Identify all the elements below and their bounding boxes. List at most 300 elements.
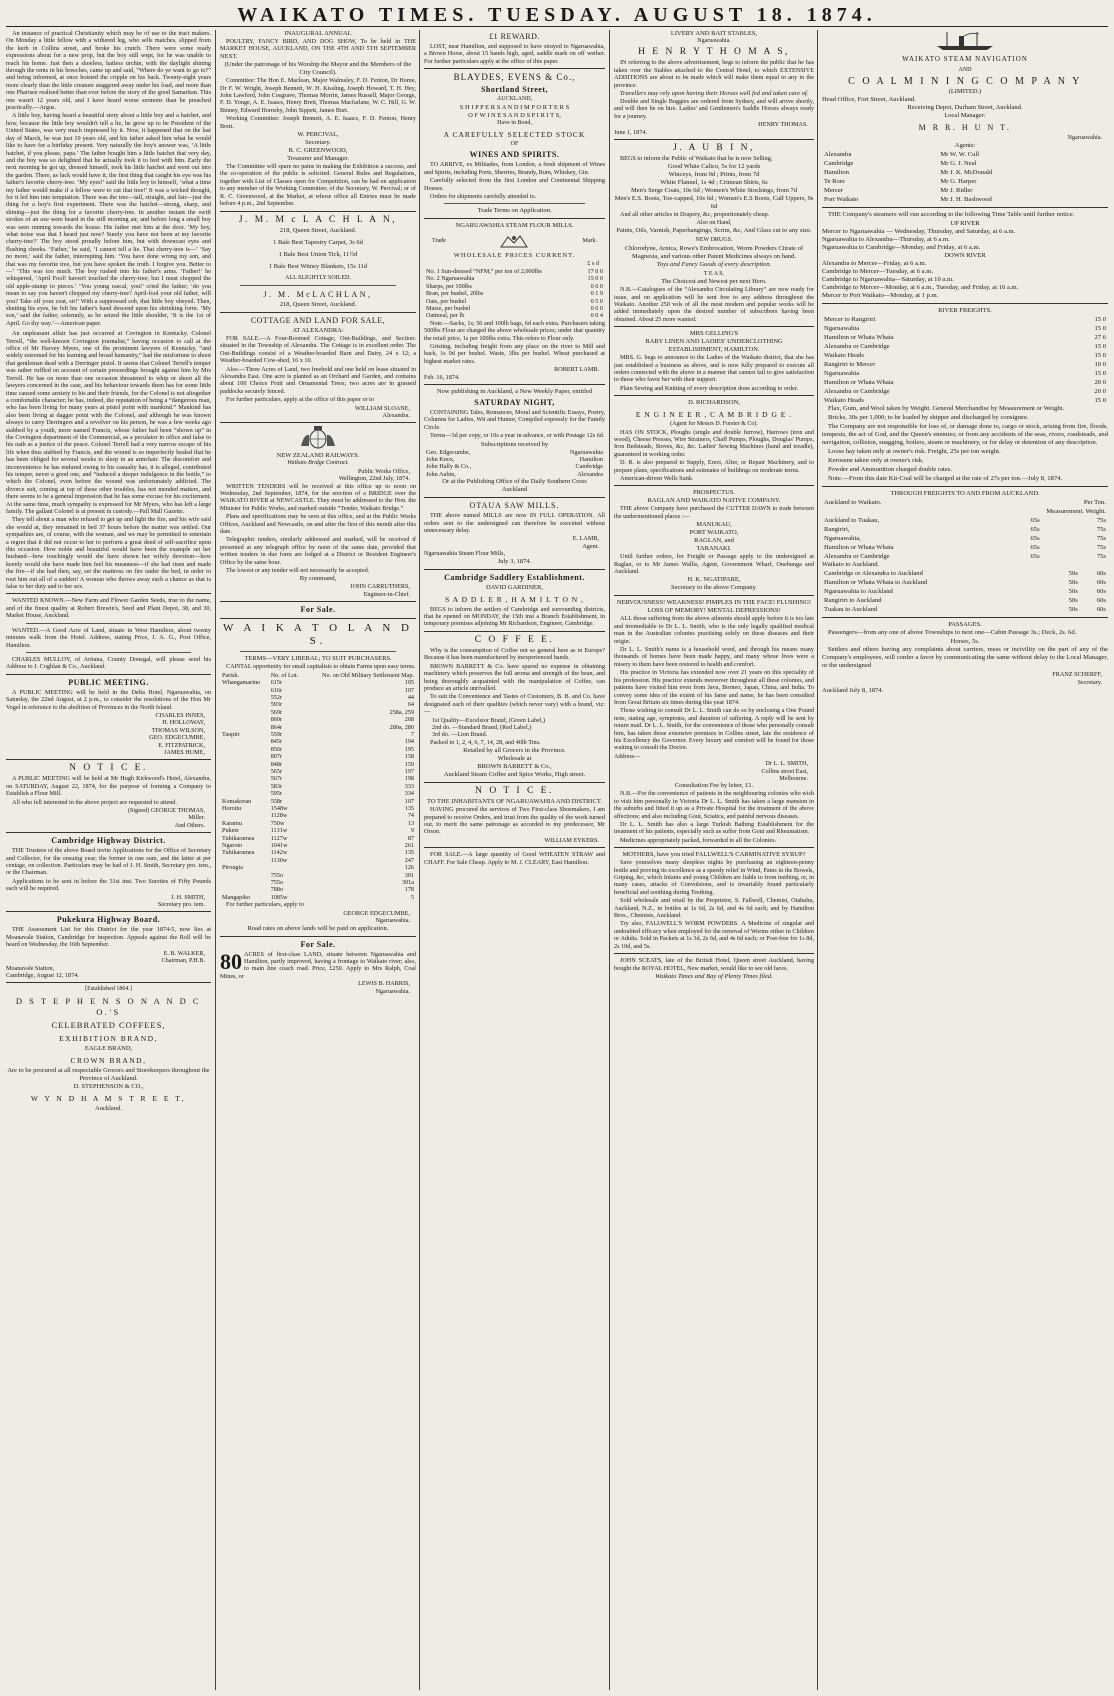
table-cell: Mercer to Rangiriri [824,316,876,323]
divider [424,497,605,498]
divider [614,485,814,486]
table-cell: 552r [270,693,283,701]
table-cell: 20 0 [1094,388,1106,395]
table-cell: Auckland to Tuakau, [824,517,880,524]
stephenson-coffees: [Established 1864.] D S T E P H E N S O N A N D C O.'S CELEBRATED COFFEES, EXHIBITION BRAND, EAGLE BRAND, CROWN BRAND, Are to be procured at all respectable Grocers and Storekeepers throughout the Province of Auckland. D. STEPHENSON & CO., W Y N D H A M S T R E E T, Auckland. [7,986,210,1112]
table-cell: 565r [270,767,283,775]
public-meeting-delta: PUBLIC MEETING. A PUBLIC MEETING will be held in the Delta Hotel, Ngaruawahia, on Saturday, the 22nd August, at 2 p.m., to consider the resolutions of the Hon Mr Vogel in reference to the abolition of Provinces in the North Island. CHARLES INNES, H. HOLLOWAY, THOMAS WILSON, GEO. EDGECUMBE, E. FITZPATRICK, JAMES HUME, [6,677,211,756]
table-row [424,275,605,282]
column-rule [609,30,610,1690]
divider [614,326,814,327]
freights-table [822,315,1108,405]
table-cell: 615r [270,679,283,687]
table-row [822,387,1108,396]
table-row [220,724,416,731]
table-cell: 807r [270,753,283,761]
table-cell: 198 [404,775,414,783]
table-cell: Oats, per bushel [426,297,467,305]
table-cell: 65s [1030,517,1040,524]
table-row [822,177,1108,186]
table-row [220,879,416,886]
table-cell: 44 [407,693,414,701]
aubin-ad: J. A U B I N, BEGS to inform the Public of Waikato that he is now Selling, Good White Calico, 5s for 12 yards Winceys, from 9d ; Prints, from 7d White Flannel, 1s 4d ; Crimean Shirts, 6s Men's Serge Coats, 10s 6d ; Women's White Stockings, from 7d Men's E.S. Boots, Toe-capped, 10s 6d ; Women's E.S Boots, Calf Uppers, 9s 6d And all other articles in Drapery, &c, proportionately cheap. Also on Hand, Paints, Oils, Varnish, Paperhangings, Scrim, &c, And Glass cut to any size. NEW DRUGS. Chlorodyne, Arnica, Rowe's Embrocation, Worm Powders Citrate of Magnesia, and various other Patent Medicines always on hand. Toys and Fancy Goods of every description. T E A S. The Choicest and Newest per next Hero. N.B.—Catalogues of the “Alexandra Circulating Library” are now ready for issue, and on application will be sent free to any address throughout the Waikato. Another 250 vols of all the most modern and popular works will be added immediately upon the desired number of subscribers having been obtained. About 25 more wanted. [614,143,814,323]
divider [6,674,211,675]
table-cell: 50s [1068,588,1078,595]
article-paragraph: A little boy, having heard a beautiful story about a little boy and a hatchet, and how, because the little boy wouldn't tell a lie, he grew up to be President of the United States, was very much impressed by it. Now, it happened that on the last day of March, he was just 10 years old, and his father asked him what he would like to have for a birthday present. Very naturally the boy's answer was, ‘A little hatchet, if you please, papa.’ The father bought him a little hatchet that very day, and the boy was so delighted that he actually took it to bed with him. Early the next morning he got up, dressed himself, took his little hatchet and went out into the garden. There, as luck would have it, the first thing that caught his eye was his father's favorite cherry-tree. ‘My eyes!’ said the little boy to himself, ‘what a time my father would make if a fellow were to cut that tree!’ It was a wicked thought, for it led him into temptation. There was the tree—tall, straight, and fair—just the thing for a boy's first experiment. There was the hatchet—strong, sharp, and shining—just the thing for a favorite cherry-tree. In another instant the swift strokes of an axe were heard in the still morning air, and before long a small boy was seen running towards the house. His father met him at the door. ‘My boy, what noise was that I heard just now? Surely you have not been at my favorite cherry-tree?’ The boy stood proudly before him, but with downcast eyes and flushing cheeks. ‘Father,’ he said, ‘I cannot tell a lie. That cherry-tree is—’ ‘Say no more,’ said the father, interrupting him. ‘You have done wrong my son, and that was my favorite tree, but you have spoken the truth. I forgive you. Better to—’ ‘This was too much. The boy rushed into his father's arms. ‘Father!’ he whispered, ‘April Fool! haven't touched the cherry-tree; but I must chopped the old apple-stump to pieces.’ ‘You young rascal, you!’ cried the father; ‘do you mean to say you haven't chopped my cherry-tree? April-fool your old father, will you? Take off your coat, sir!’ With a suppressed sob, that little boy obeyed. Then, shutting his eyes, he felt his father's hand descend upon his shrinking form. ‘My son,’ said the father, solemnly, as he seized the little shoulder, ‘It is the 1st of April. Go thy way.’—American paper. [6,112,211,327]
divider [424,569,605,570]
table-cell [220,790,269,797]
table-cell: 1085w [270,893,288,901]
cambridge-saddlery: Cambridge Saddlery Establishment. DAVID GARDINER, S A D D L E R , H A M I L T O N , BEGS to inform the settlers of Cambridge and surrounding districts, that he opened on MONDAY, the 15th inst a Branch Establishment, in temporary premises adjoining Mr Richardson, Engineer, Cambridge. [424,572,605,628]
table-cell [220,746,269,753]
table-row [220,775,416,782]
table-cell: 261 [404,842,414,850]
ad-seeds: WANTED KNOWN.—New Farm and Flower Garden Seeds, true to the name, and of the finest quality at Robert Brewin's, Seed and Plant Depot, 38, and 30, Market House, Auckland. [6,597,211,620]
section-heading: C O F F E E. [474,634,555,645]
table-cell: 60s [1096,597,1106,604]
table-row [822,569,1108,578]
table-cell: 1041w [270,842,288,850]
table-cell: 64 [407,701,414,709]
table-cell [220,886,269,893]
table-cell [220,761,269,768]
masthead-title: WAIKATO TIMES. TUESDAY. AUGUST 18. 1874. [237,4,877,26]
table-cell: 1130w [270,856,288,864]
nervousness-ad: NERVOUSNESS! WEAKNESS! PIMPLES IN THE FACE! FLUSHING! LOSS OF MEMORY! MENTAL DEPRESSIONS! ALL those suffering from the above ailments should apply before it is too late and irremediable to Dr L. L. Smith, who is the only legally qualified medical man in the Australian colonies practising solely on these diseases and their origin. Dr L. L. Smith's name is a household word, and through his means many thousands of homes have been made happy, and many whose lives were a misery to them have been restored to health and comfort. His practice in Victoria has extended now over 21 years on this speciality of his profession. His practice extends moreover throughout all these colonies, and patients have visited him even from Java, Borneo, Japan, China, and India. To convey some idea of the extent of his fame and name, he has been consulted from Great Britain six times during this year 1874. Those wishing to consult Dr L. L. Smith can do so by enclosing a One Pound note, stating age, symptoms, and duration of suffering. A reply will be sent by return mail. Dr L. L. Smith, for the convenience of those who personally consult him, has taken those extensive premises in Collins street, late the residence of his Excellency the Governor. Every luxury and comfort will be found for those waiting to consult the Doctor. Address— Dr L. L. SMITH, Collins street East, Melbourne. Consultation Fee by letter, £1. N.B.—For the convenience of patients in the neighbouring colonies who wish to visit him personally in Victoria Dr L. L. Smith has taken a large mansion in the suburbs and fitted it up as a Private Hospital for the treatment of the above affections; and also including Gout, Sciatica, and painful nervous diseases. Dr L. L. Smith has also a large Turkish Bathing Establishment for the treatment of his patients, especially such as suffer from Gout and Rheumatism. Medicines appropriately packed, forwarded to all the Colonies. [614,599,814,844]
table-cell: 195 [404,745,414,753]
article-paragraph: An unpleasant affair has just occurred at Covington in Kentucky. Colonel Terrell, “the well-known Covington journalist,” having occasion to call at the office of Mr Harvey Myers, one of the prominent lawyers of Kentucky, “and widely esteemed for his learning and broad humanity,” had the misfortune to shoot that gentleman dead with a Derringer pistol. It seems that Colonel Terrell's temper was rather ruffled on account of certain proceedings brought against him by Mrs Terrell. He has on more than one occasion threatened to whip or shoot all the lawyers concerned in the case, and his behaviour towards them has for some little time caused some anxiety to his and their friends, for the Colonel is not altogether a comfortable character; he has, indeed, the reputation of being a “dangerous man, who has been living for many years at pistol point with mankind.” Mankind has also been living at dagger point with the Colonel, and although he was known always to carry Derringers and a revolver on his person, he was a few weeks ago stabbed by a youth, more named Francis, whose father had been “shown up” in the Covington department of the Commercial, as a peculator in office and false to his oath as a justice of the peace. Colonel Terrell had a very narrow escape of his life when thus stabbed by Francis, and the wound is so imperfectly healed that he has been obliged for several weeks to sleep in an armchair. The discomfort and inconvenience he has endured owing to his casualty has, it is alleged, contributed his temper, never a good one, and “induced a deeper indulgence in the bottle,” to which the Colonel, even before the wound was unfortunately addicted. The divorce suit, coming at top of these other troubles, has not mended matters, and there seems to be a general impression that he has some excuse for his excitement. At the same time, much sympathy is expressed for Mr Myers, who has left a large family. The gallant Colonel is at present in custody.—Pall Mall Gazette. [6,330,211,515]
table-cell: Alexandra or Cambridge [824,343,890,350]
table-cell: Cambridge [575,463,603,471]
table-cell: Mangapiko [222,893,251,901]
ad-mulloy: CHARLES MULLOY, of Aritana, County Donegal, will please send his Address to J. Coghlan & Co., Auckland. [6,655,211,671]
table-cell: John Aubin, [426,470,456,478]
prospectus: PROSPECTUS. RAGLAN AND WAIKATO NATIVE COMPANY. THE above Company have purchased the CUTTER DAWN to trade between the undermentioned places :— MANUKAU, PORT WAIKATO, RAGLAN, and TARANAKI. Until further orders, for Freight or Passage apply to the undersigned at Raglan, or to Mr James Wallis, Agent, Government Wharf, Onehunga and Auckland. H. K. NGATIPARE, Secretary to the above Company. [614,489,814,592]
table-cell [220,738,269,745]
table-cell: 301 [404,871,414,879]
masthead [6,4,1108,27]
table-cell: Alexandra or Cambridge [824,553,890,560]
table-cell: Ngaruawahia [570,448,603,456]
table-cell: 258a, 259 [389,708,414,716]
table-cell: 15 0 [1094,397,1106,404]
divider [424,847,605,848]
table-row [220,701,416,708]
table-cell: No. 1 Sun-dressed “NFM,” per ton of 2,000lbs [426,267,542,275]
richardson-engineer: D. RICHARDSON, E N G I N E E R , C A M B R I D G E . (Agent for Messrs D. Forster & Co). HAS ON STOCK, Ploughs (single and double furrow), Harrows (iron and wood), Cheese Presses, Wire Strainers, Chaff Pumps, Ploughs, Douglas' Pumps, Iron Bedsteads, Stoves, &c, &c. Ladies' Sewing Machines (hand and treadle), guaranteed in working order. D. R. is also prepared to Supply, Erect, Alter, or Repair Machinery, and to prepare plans, specifications and estimates of buildings on moderate terms. American-driven Wells Sunk. [614,399,814,482]
table-cell: Tuhikaramea [222,849,255,857]
table-cell: 1128w [270,812,288,820]
table-cell: 15 0 [1094,343,1106,350]
table-row [220,761,416,768]
table-cell [220,812,269,819]
table-row [424,268,605,275]
table-row [822,342,1108,351]
section-heading: MRS GELLING'S [689,330,739,338]
table-cell: 755o [270,879,284,887]
table-cell: Mr G. J. Neal [940,160,977,167]
table-row [822,360,1108,369]
table-cell: Mr J. H. Bashwood [940,196,992,203]
section-heading: Cambridge Saddlery Establishment. [444,572,585,582]
table-cell: Hamilton [824,169,849,176]
section-heading: BLAYDES, EVENS & Co., [453,72,576,83]
column-4 [614,30,814,1690]
table-cell: 567r [270,775,283,783]
table-cell: 107 [404,797,414,805]
section-heading: PUBLIC MEETING. [68,677,149,687]
table-row [424,305,605,312]
table-cell [220,716,269,723]
table-cell: Ngaruawahia [824,370,860,377]
table-cell: 60s [1096,606,1106,613]
table-row [822,315,1108,324]
section-heading: J. M. M c L A C H L A N, [238,214,398,225]
table-cell [220,694,269,701]
table-cell: 558r [270,797,283,805]
divider [6,832,211,833]
table-cell: 301a [401,879,414,887]
notice-flour-mill: N O T I C E. A PUBLIC MEETING will be held at Mr Hugh Kirkwood's Hotel, Alexandra, on SATURDAY, August 22, 1874, for the purpose of forming a Company to Establish a Flour Mill. All who fell interested in the above project are requested to attend. (Signed) GEORGE THOMAS, Miller. And Others. [6,763,211,829]
column-1 [6,30,211,1690]
section-heading: COTTAGE AND LAND FOR SALE, [250,315,386,325]
table-cell [220,872,269,879]
table-cell: Bran, per bushel, 20lbs [426,290,484,298]
table-cell: 60s [1096,570,1106,577]
table-cell: Ngaruawahia, [824,535,861,542]
table-row [822,159,1108,168]
livery-stables: LIVERY AND BAIT STABLES, Ngaruawahia. H E N R Y T H O M A S, IN referring to the above advertisement, begs to inform the public that he has taken over the Stables attached to the Central Hotel, to which EXTENSIVE ADDITIONS are about to be made which will make them equal to any in the province. Travellers may rely upon having their Horses well fed and taken care of. Double and Single Buggies are ordered from Sydney, and will arrive shortly, and will then be on hire. Ladies' and Gentlemen's Saddle Horses always ready for a journey. HENRY THOMAS. June 1, 1874. [614,30,814,136]
table-row [822,596,1108,605]
table-cell: 65s [1030,544,1040,551]
table-cell: Hamilton or Whata Whata to Auckland [824,579,928,586]
divider [220,312,416,313]
section-heading: OTAUA SAW MILLS. [469,501,560,511]
table-cell: 583r [270,782,283,790]
table-cell: 60s [1096,579,1106,586]
table-cell: 60s [1096,588,1106,595]
table-cell: 856r [270,745,283,753]
section-heading: J. A U B I N, [673,143,755,154]
table-cell: 333 [404,782,414,790]
schedule-line: Ngaruawahia to Alexandra—Thursday, at 6 a.m. [822,236,950,243]
section-heading: LIVERY AND BAIT STABLES, [670,30,758,37]
table-cell: 50s [1068,597,1078,604]
table-cell: Pukete [222,827,239,835]
table-cell: 27 6 [1094,334,1106,341]
table-cell: 1548w [270,805,288,812]
blaydes-evens: BLAYDES, EVENS & Co., Shortland Street, AUCKLAND, S H I P P E R S A N D I M P O R T E R S O F W I N E S A N D S P I R I T S, Have in Bond, A CAREFULLY SELECTED STOCK OF WINES AND SPIRITS. TO ARRIVE, ex Miltiades, from London, a fresh shipment of Wines and Spirits, including Ports, Sherries, Brandy, Rum, Whiskey, Gin. Carefully selected from the first London and Continental Shipping Houses. Orders for shipments carefully attended to. Trade Terms on Application. [424,72,605,215]
section-heading: £1 REWARD. [489,32,540,41]
section-heading: D S T E P H E N S O N A N D C O.'S [15,995,202,1017]
notice-shoemakers: N O T I C E. TO THE INHABITANTS OF NGARUAWAHIA AND DISTRICT. HAVING procured the services of Two First-class Shoemakers, I am prepared to receive Orders, and trust from the quality of the work turned out, to merit the same patronage as accorded to my predecessor, Mr Orson. WILLIAM EYKERS. [424,786,605,844]
divider [424,384,605,385]
table-row [822,186,1108,195]
table-row [220,694,416,701]
table-row [424,283,605,290]
table-row [822,525,1108,534]
trade-mark-icon [499,233,529,249]
section-heading: For Sale. [300,605,336,615]
divider [614,595,814,596]
table-row [822,534,1108,543]
table-cell: John Knox, [426,456,455,463]
steam-navigation: WAIKATO STEAM NAVIGATION AND C O A L M I N I N G C O M P A N Y (LIMITED.) Head Office, Fort Street, Auckland. Receiving Depot, Durham Street, Auckland. Local Manager: M R R. H U N T. Ngaruawahia. Agents: Alexandra Mr W. W. Cull Cambridge Mr G. J. Neal Hamilton Mr J. K. McDonald Te Rore Mr G. Harper Mercer Mr J. Ridler Port Waikato Mr J. H. Bashwood THE Company's steamers will run according to the following Time Table until further notice. UP RIVER Mercer to Ngaruawahia — Wednesday, Thursday, and Saturday, at 6 a.m. Ngaruawahia to Alexandra—Thursday, at 6 a.m. Ngaruawahia to Cambridge—Monday, and Friday, at 6 a.m. DOWN RIVER Alexandra to Mercer—Friday, at 6 a.m. Cambridge to Mercer—Tuesday, at 6 a.m. Cambridge to Ngaruawahia—Saturday, at 10 a.m. Cambridge to Mercer—Monday, at 6 a.m., Tuesday, and Friday, at 10 a.m. Mercer to Port Waikato—Monday, at 1 p.m. RIVER FREIGHTS. Mercer to Rangiriri 15 0 Ngaruawahia 15 0 Hamilton or Whata Whata 27 6 Alexandra or Cambridge 15 0 Waikato Heads 15 0 Rangiriri to Mercer 10 0 Ngaruawahia 15 0 Hamilton or Whata Whata 20 0 Alexandra or Cambridge 20 0 Waikato Heads 15 0 Flax, Gum, and Wool taken by Weight. General Merchandise by Measurement or Weight. Bricks, 30s per 1,000; to be loaded by shipper and discharged by consignee. The Company are not responsible for loss of, or damage done to, cargo or stock, arising from fire, floods, tempests, the act of God, and the Queen's enemies; or from any accidents of the seas, rivers, roadsteads, and navigation, collision, snagging, boilers, steam or machinery, or for delay or detention of any description. Loose hay taken only at owner's risk. Freight, 25s per ton weight. Kerosene taken only at owner's risk. Powder and Ammunition charged double rates. Note.—From this date Kit-Coal will be charged at the rate of 27s per ton.—July 8, 1874. THROUGH FREIGHTS TO AND FROM AUCKLAND. Auckland to Waikato. Per Ton. Measurement. Weight. Auckland to Tuakau, 65s 75s Rangiriri, 65s 75s Ngaruawahia, 65s 75s Hamilton or Whata Whata 65s 75s Alexandra or Cambridge 65s 75s Waikato to Auckland. Cambridge or Alexandra to Auckland 50s 60s Hamilton or Whata Whata to Auckland 50s 60s Ngaruawahia to Auckland 50s 60s Rangiriri to Auckland 50s 60s Tuakau to Auckland 50s 60s PASSAGES. Passengers—from any one of above Townships to next one—Cabin Passage 3s.; Deck, 2s. 6d. Horses, 5s. Settlers and others having any complaints about carriers, mess or incivility on the part of any of the Company's employees, will confer a favor by communicating the same without delay to the Local Manager, or the undersigned FRANZ SCHERFF, Secretary. Auckland July 8, 1874. [822,30,1108,695]
column-header: Auckland to Waikato. [824,499,882,506]
table-cell [220,768,269,775]
column-header: Parish. [222,671,240,679]
divider [614,395,814,396]
agents-table [424,449,605,479]
section-heading: For Sale. [300,939,336,949]
table-cell [220,857,269,864]
table-cell: 105 [404,679,414,687]
table-row [220,716,416,723]
table-cell: 1131w [270,827,288,835]
article-paragraph: They tell about a man who refused to get up and light the fire, and his wife said she would at, they remained in bed 37 hours before the matter was settled. Our sympathies are, of course, with the woman, and we may be permitted to entertain a regret that it did not occur to her to perform a great deed of self-sacrifice upon this occasion. How noble and beautiful would have been the example set her husband—how touchingly would she have shown her wifely devotion—how keenly would she have made him feel his meanness—if she had risen and made the fire—if she had then, say, set the mattress on fire under the bed, in order to rout him out all of a sudden! A woman who throws away such a chance as that is false to her duty and to her sex. [6,516,211,591]
column-header: No. on Old Military Settlement Map. [322,671,414,679]
table-cell [269,864,305,871]
schedule-line: Cambridge to Mercer—Monday, at 6 a.m., Tuesday, and Friday, at 10 a.m. [822,284,1019,291]
table-row [220,849,416,856]
table-cell: 15 0 [1094,316,1106,323]
table-cell [220,701,269,708]
table-row [822,587,1108,596]
table-row [220,835,416,842]
table-row [822,516,1108,525]
table-row [822,378,1108,387]
column-3 [424,30,605,1690]
table-cell: Waikato Heads [824,397,864,404]
table-cell: Mr W. W. Cull [940,151,980,158]
table-row [822,351,1108,360]
column-header: Measurement. Weight. [1046,508,1106,515]
table-cell: 15 0 [1094,370,1106,377]
table-cell: 107 [404,686,414,694]
divider [614,139,814,140]
cambridge-highway: Cambridge Highway District. THE Trustees of the above Board invite Applications for the Office of Secretary and Collector, for the ensuing year; the former in one sum, and the latter at per centage, on collection. Particulars may be had of J. H. Smith, Secretary pro. tem., or the Chairman. Applications to be sent in before the 31st inst. Two Sureties of Fifty Pounds each will be required. J. H. SMITH, Secretary pro. tem. [6,836,211,909]
table-row [220,857,416,864]
reward-ad: £1 REWARD. LOST, near Hamilton, and supposed to have strayed to Ngaruawahia, a Brown Horse, about 15 hands high, aged, saddle mark on off wether. For further particulars apply at the office of this paper. [424,32,605,65]
table-cell: Tuakau to Auckland [824,606,878,613]
schedule-line: Ngaruawahia to Cambridge—Monday, and Friday, at 6 a.m. [822,244,981,251]
table-cell: Ngaroto [222,842,243,850]
table-row [424,471,605,478]
table-cell: 5 [410,893,414,901]
divider [424,631,605,632]
section-heading: WAIKATO STEAM NAVIGATION [902,55,1028,63]
column-5 [822,30,1108,1690]
section-heading: NERVOUSNESS! WEAKNESS! PIMPLES IN THE FACE! FLUSHING! LOSS OF MEMORY! MENTAL DEPRESSIONS! [616,599,812,615]
waikato-lands: W A I K A T O L A N D S. TERMS—VERY LIBERAL; TO SUIT PURCHASERS. CAPITAL opportunity for small capitalists to obtain Farms upon easy terms. Parish. No. of Lot. No. on Old Military Settlement Map. Whangamarino 615r 105 616r 107 552r 44 593r 64 569r 258a, 259 860r 268 864r 280a, 280 Taupiri 559r 7 845r 194 856r 195 807r 158 848r 159 565r 197 567r 198 583r 333 595r 334 Komakorau 558r 107 Horotiu 1548w 135 1128w 74 Karamu 750w 13 Pukete 1131w 9 Tuhikaramea 1127w 87 Ngaroto 1041w 261 Tuhikaramea 1142w 135 1130w 247 Pirongia 126 755o 301 755o 301a 788o 178 Mangapiko 1085w 5 For further particulars, apply to GEORGE EDGECUMBE, Ngaruawahia. Road rates on above lands will be paid on application. [222,622,416,932]
column-rule [419,30,420,1690]
divider [220,618,416,619]
divider [6,593,211,594]
table-cell: Mr J. Ridler [940,187,973,194]
return-freights-table [822,569,1108,614]
section-heading: Pukekura Highway Board. [56,915,161,925]
table-row [822,333,1108,342]
schedule-line: Mercer to Port Waikato—Monday, at 1 p.m. [822,292,939,299]
table-row [220,679,416,686]
ad-land-wanted: WANTED.—A Good Acre of Land, situate in West Hamilton, about twenty minutes walk from the Hotel. Address, stating Price, J. A. G., Post Office, Hamilton. [6,626,211,649]
table-row [220,805,416,812]
table-cell: 159 [404,760,414,768]
section-heading: W A I K A T O L A N D S. [223,622,413,648]
agents-table [822,150,1108,204]
divider [220,601,416,602]
table-row [220,827,416,834]
table-cell: 15 0 [1094,325,1106,332]
table-row [822,396,1108,405]
coffee-ad: C O F F E E. Why is the consumption of Coffee not so general here as in Europe? Because it has been manufactured by inexperienced hands. BROWN BARRETT & Co. have spared no expense in obtaining machinery which preserves the full aroma and strength of the bean, and being thoroughly acquainted with the manipulation of Coffee, can produce an article unrivalled. To suit the Convenience and Tastes of Customers, B. B. and Co. have designated each of their qualities (which never vary) with a brand, viz:— 1st Quality—Excelsior Brand, (Green Label,) 2nd do. —Standard Brand, (Red Label,) 3rd do. —Lion Brand. Packed in 1, 2, 4, 6, 7, 14, 28, and 40lb Tins. Retailed by all Grocers in the Province. Wholesale at BROWN BARRETT & Co., Auckland Steam Coffee and Spice Works, High street. [424,634,605,779]
table-cell: 848r [270,760,283,768]
table-cell: 75s [1096,517,1106,524]
column-2 [220,30,416,1690]
table-row [220,820,416,827]
section-heading: NGARUAWAHIA STEAM FLOUR MILLS. [455,222,574,230]
table-row [822,195,1108,204]
table-cell: 65s [1030,553,1040,560]
table-cell: 595r [270,790,283,798]
table-cell: 50s [1068,579,1078,586]
table-cell: 0 0 4 [590,312,603,320]
cottage-for-sale: COTTAGE AND LAND FOR SALE, AT ALEXANDRA: FOR SALE.—A Four-Roomed Cottage, Out-Buildings, and Section: situated in the Township of Alexandra. The Cottage is in excellent order. The Out-Buildings consist of a Weather-boarded Barn and Dairy, 24 x 12; a Weather-boarded Cow-shed, 16 x 10. Also.—Three Acres of Land, two freehold and one held on lease situated in Alexandra East. One acre is planted as an Orchard and Garden, and contains about 100 Choice Fruit and Ornamental Trees; two acres are in grassed paddocks securely fenced. For further particulars, apply at the office of this paper or to WILLIAM SLOANE, Alexandra. [220,315,416,419]
divider [614,847,814,848]
table-cell [220,753,269,760]
table-row [424,298,605,305]
table-cell: Alexandra or Cambridge [824,388,890,395]
divider [6,759,211,760]
column-rule [215,30,216,1690]
divider [220,936,416,937]
article-covington [6,330,211,590]
table-row [822,168,1108,177]
column-header: No. of Lot. [270,671,299,679]
table-cell [220,783,269,790]
table-cell: 280a, 280 [389,723,414,731]
table-row [822,543,1108,552]
flour-mills: NGARUAWAHIA STEAM FLOUR MILLS. Trade Mark. WHOLESALE PRICES CURRENT. £ s d No. 1 Sun-dressed “NFM,” per ton of 2,000lbs 17 0 0 No. 2 Ngaruawahia 15 0 0 Sharps, per 100lbs 0 6 0 Bran, per bushel, 20lbs 0 1 9 Oats, per bushel 0 5 0 Maize, per bushel 0 6 0 Oatmeal, per lb 0 0 4 Note.—Sacks, 1s; 50 and 100lb bags, 6d each extra. Purchasers taking 500lbs Flour are charged the above wholesale prices; under that quantity the retail price, 1s per 100lbs extra. This refers to Flour only. Gristing, including freight from any place on the river to Mill and back, 1s 9d per bushel. Waste, 3lbs per bushel. Wheat purchased at highest market rates. ROBERT LAMB. Feb. 16, 1874. [424,222,605,381]
table-row [822,578,1108,587]
table-cell: No. 2 Ngaruawahia [426,275,475,283]
table-cell: 0 1 9 [590,290,603,298]
table-cell: 17 0 0 [587,267,603,275]
table-cell: 569r [270,708,283,716]
table-cell: 135 [404,805,414,812]
section-heading: SATURDAY NIGHT, [474,397,555,407]
table-cell: 268 [404,716,414,724]
section-heading: NEW ZEALAND RAILWAYS. [276,452,360,460]
table-cell: 10 0 [1094,361,1106,368]
table-row [220,746,416,753]
table-cell: 65s [1030,526,1040,533]
straw-for-sale: FOR SALE.—A large quantity of Good WHEATEN STRAW and CHAFF. For Sale Cheap. Apply to M. J. CLEARY, East Hamilton. [424,851,605,866]
section-heading: D. RICHARDSON, [688,399,740,407]
table-cell: Oatmeal, per lb [426,312,465,320]
table-cell: 750w [270,819,285,827]
table-cell: Cambridge [824,160,854,167]
acres-for-sale: 80 ACRES of first-class LAND, situate between Ngaruawahia and Hamilton, partly improved, having a frontage to Waikato river; also, to main line coach road. Price, £250. Apply to Mrs Ralph, Coal Mines, or LEWIS B. HARRIS, Ngaruawahia. [220,948,416,995]
table-cell: Mr J. K. McDonald [940,169,993,176]
table-cell: 559r [270,730,283,738]
table-row [220,687,416,694]
table-cell: Rangiriri to Mercer [824,361,876,368]
table-row [220,894,416,901]
table-cell: Te Rore [824,178,845,185]
table-row [822,369,1108,378]
table-cell: 158 [404,753,414,761]
table-cell: Ngaruawahia [824,325,860,332]
table-row [220,864,416,871]
table-cell: 197 [404,767,414,775]
table-cell: 135 [404,849,414,857]
table-cell [220,687,269,694]
divider [220,422,416,423]
table-row [220,753,416,760]
table-cell: 845r [270,738,283,746]
table-cell: 1127w [270,834,288,842]
table-row [220,798,416,805]
table-row [220,738,416,745]
article-boy-crutch [6,30,211,327]
table-cell: 593r [270,701,283,709]
table-cell: 616r [270,686,283,694]
table-cell: 860r [270,716,283,724]
section-heading: N O T I C E. [475,786,554,797]
table-cell: Cambridge or Alexandra to Auckland [824,570,923,577]
schedule-line: Cambridge to Mercer—Tuesday, at 6 a.m. [822,268,934,275]
divider [220,211,416,212]
table-cell: Alexandra [577,470,603,478]
otaua-saw-mills: OTAUA SAW MILLS. THE above named MILLS are now IN FULL OPERATION. All orders sent to the undersigned can therefore be executed without unnecessary delay. E. LAMB, Agent. Ngaruawahia Steam Flour Mills, July 3, 1874. [424,501,605,565]
table-cell: 15 0 [1094,352,1106,359]
fallwell-syrup: MOTHERS, have you tried FALLWELL'S CARMINATIVE SYRUP? Save yourselves many sleepless nights by purchasing an eighteen-penny bottle and proving its excellence as a speedy relief in Wind, Pains in the Bowels, Griping, &c, which Infants and young Children are liable to from teething, or, in many cases, attacks of Convulsions, and is invariably found particularly beneficial and soothing during Teething. Sold wholesale and retail by the Proprietor, S. Fallwell, Chemist, Otahuhu, Auckland, N.Z., in bottles at 1s 6d, 2s 6d, and 4s 6d each; and by Hamilton Bros., Chemists, Auckland. Try also, FALLWELL'S WORM POWDERS. A Medicine of singular and undoubted efficacy when employed for the removal of Worms either in Children or Adults. Sold in Packets at 1s 3d, 2s 6d, and 4s 6d each; or Post-free for 1s 8d, 2s 10d, and 5s. [614,851,814,950]
table-cell: 74 [407,812,414,820]
table-cell: Taupiri [222,730,240,738]
table-cell: 9 [410,827,414,835]
table-row [424,449,605,456]
steamer-icon [933,30,997,52]
article-paragraph: An instance of practical Christianity which may be of use to the tract makers. On Monday a little fellow with a withered leg, who sells matches, slipped from the kerb in Collins street, and broke his crutch. There were some ready expressions about for a new prop, but the boy still wept, for he was unable to reach his home. Just then a shoeless, hatless urchin, with the daylight shining through the rents in his breeches, came up and said, “Where do ye want to go to?” and being informed, at once hoisted the cripple on his back. Twenty-eight years more clearly than the little creature staggered away under his load, and more than one Pharisee realised better than ever before the story of the good Samaritan. This one wasn't 12 years old, and I have heard worse sermons than he preached practically.—Argus. [6,30,211,112]
section-heading: MOTHERS, have you tried FALLWELL'S CARMINATIVE SYRUP? [622,851,806,859]
table-cell: 0 6 0 [590,304,603,312]
newspaper-page [6,4,1108,1692]
table-cell: Hamilton [579,456,603,463]
table-row [424,456,605,463]
divider [614,953,814,954]
table-cell: 75s [1096,544,1106,551]
table-cell: 20 0 [1094,379,1106,386]
table-row [220,709,416,716]
table-cell [220,775,269,782]
section-heading: Cambridge Highway District. [51,836,166,846]
table-row [220,790,416,797]
lands-table [220,672,416,902]
table-cell: 75s [1096,526,1106,533]
table-cell: 126 [404,864,414,872]
table-row [822,552,1108,561]
table-cell: Rangiriri, [824,526,850,533]
table-row [822,605,1108,614]
table-cell: 1142w [270,849,288,857]
table-cell: Komakorau [222,797,252,805]
poultry-show: INAUGURAL ANNUAL POULTRY, FANCY BIRD, AND DOG SHOW, To be held in THE MARKET HOUSE, AUCKLAND, ON THE 4TH AND 5TH SEPTEMBER NEXT. (Under the patronage of his Worship the Mayor and the Members of the City Council). Committee: The Hon E. Maclean, Major Walmsley, F. D. Fenton, Dr Home, Dr F. W. Wright, Joseph Bennett, W. H. Kissling, Joseph Howard, T. H. Hey, John Lawford, John Cosgrave, Thomas Morrin, James Russell, Major George, F. D. Yonge, A. E. Isaacs, Henry Brett, Thomas Macfarlane, W. C. Hill, G. W. Binney, Edward Hornsby, John Sippett, James Burt. Working Committee: Joseph Bennett, A. E. Isaacs, F. D. Fenton, Henry Brett. W. PERCIVAL, Secretary. R. C. GREENWOOD, Treasurer and Manager. The Committee will spare no pains in making the Exhibition a success, and the co-operation of the public is solicited. General Rules and Regulations, together with List of Classes open for Competition, can be had on application to any member of the Working Committee; of the Secretary, W. Percival; or of R. C. Greenwood, at the Market, at whose office all Entries must be made before 4 p.m., 2nd September. [220,30,416,208]
table-cell: 50s [1068,606,1078,613]
divider [424,782,605,783]
schedule-line: Alexandra to Mercer—Friday, at 6 a.m. [822,260,927,267]
table-cell: 247 [404,856,414,864]
